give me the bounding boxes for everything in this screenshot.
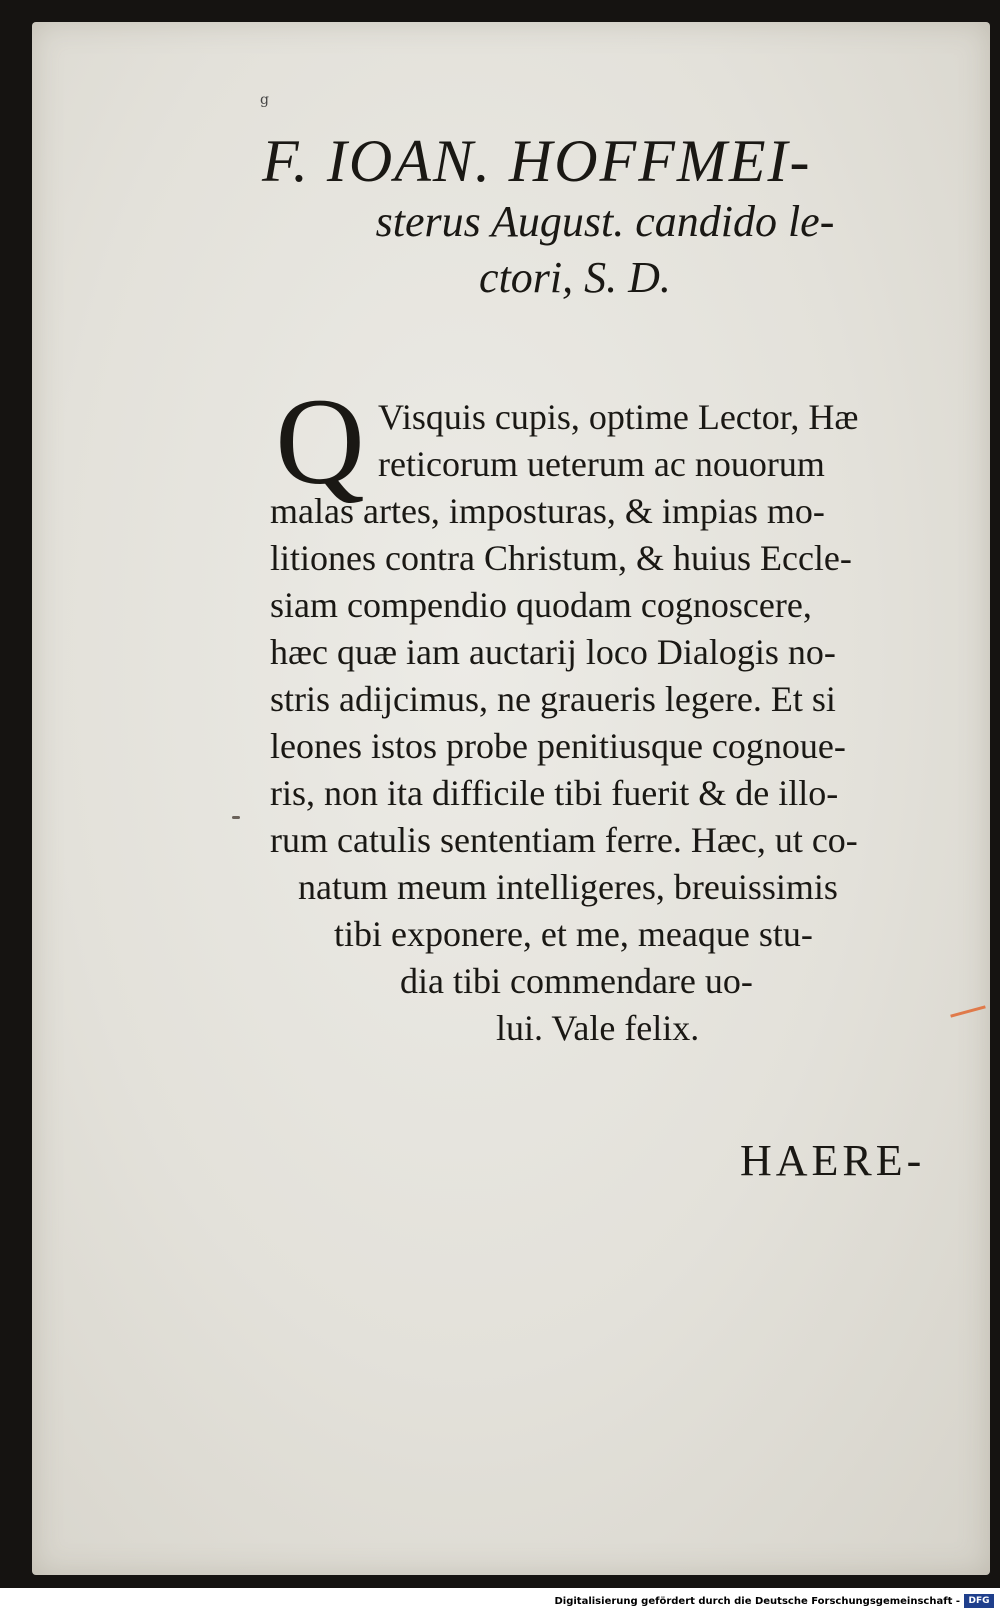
heading-line-1: F. IOAN. HOFFMEI- [262,128,812,194]
ink-speck [232,816,240,819]
heading-line-3: ctori, S. D. [479,253,671,302]
drop-cap: Q [275,373,365,510]
text-line: siam compendio quodam cognoscere, [270,585,812,625]
footer-credit: Digitalisierung gefördert durch die Deutsche Forschungsgemeinschaft - [554,1596,960,1607]
dfg-logo: DFG [964,1594,994,1608]
text-line: reticorum ueterum ac nouorum [378,444,825,484]
text-line: Visquis cupis, optime Lector, Hæ [378,397,859,437]
text-line: malas artes, imposturas, & impias mo- [270,491,825,531]
page-mark: g [260,92,269,108]
footer-bar [0,1588,1000,1615]
text-line: natum meum intelligeres, breuissimis [298,867,838,907]
page-heading [240,128,970,306]
text-line: lui. Vale felix. [496,1008,700,1048]
text-line: litiones contra Christum, & huius Eccle- [270,538,852,578]
text-line: stris adijcimus, ne graueris legere. Et si [270,679,836,719]
text-line: rum catulis sententiam ferre. Hæc, ut co- [270,820,858,860]
catchword: HAERE- [740,1136,926,1185]
heading-line-2: sterus August. candido le- [375,197,835,246]
text-line: tibi exponere, et me, meaque stu- [334,914,813,954]
text-line: hæc quæ iam auctarij loco Dialogis no- [270,632,836,672]
text-line: ris, non ita difficile tibi fuerit & de illo- [270,773,839,813]
text-line: dia tibi commendare uo- [400,961,753,1001]
text-line: leones istos probe penitiusque cognoue- [270,726,846,766]
